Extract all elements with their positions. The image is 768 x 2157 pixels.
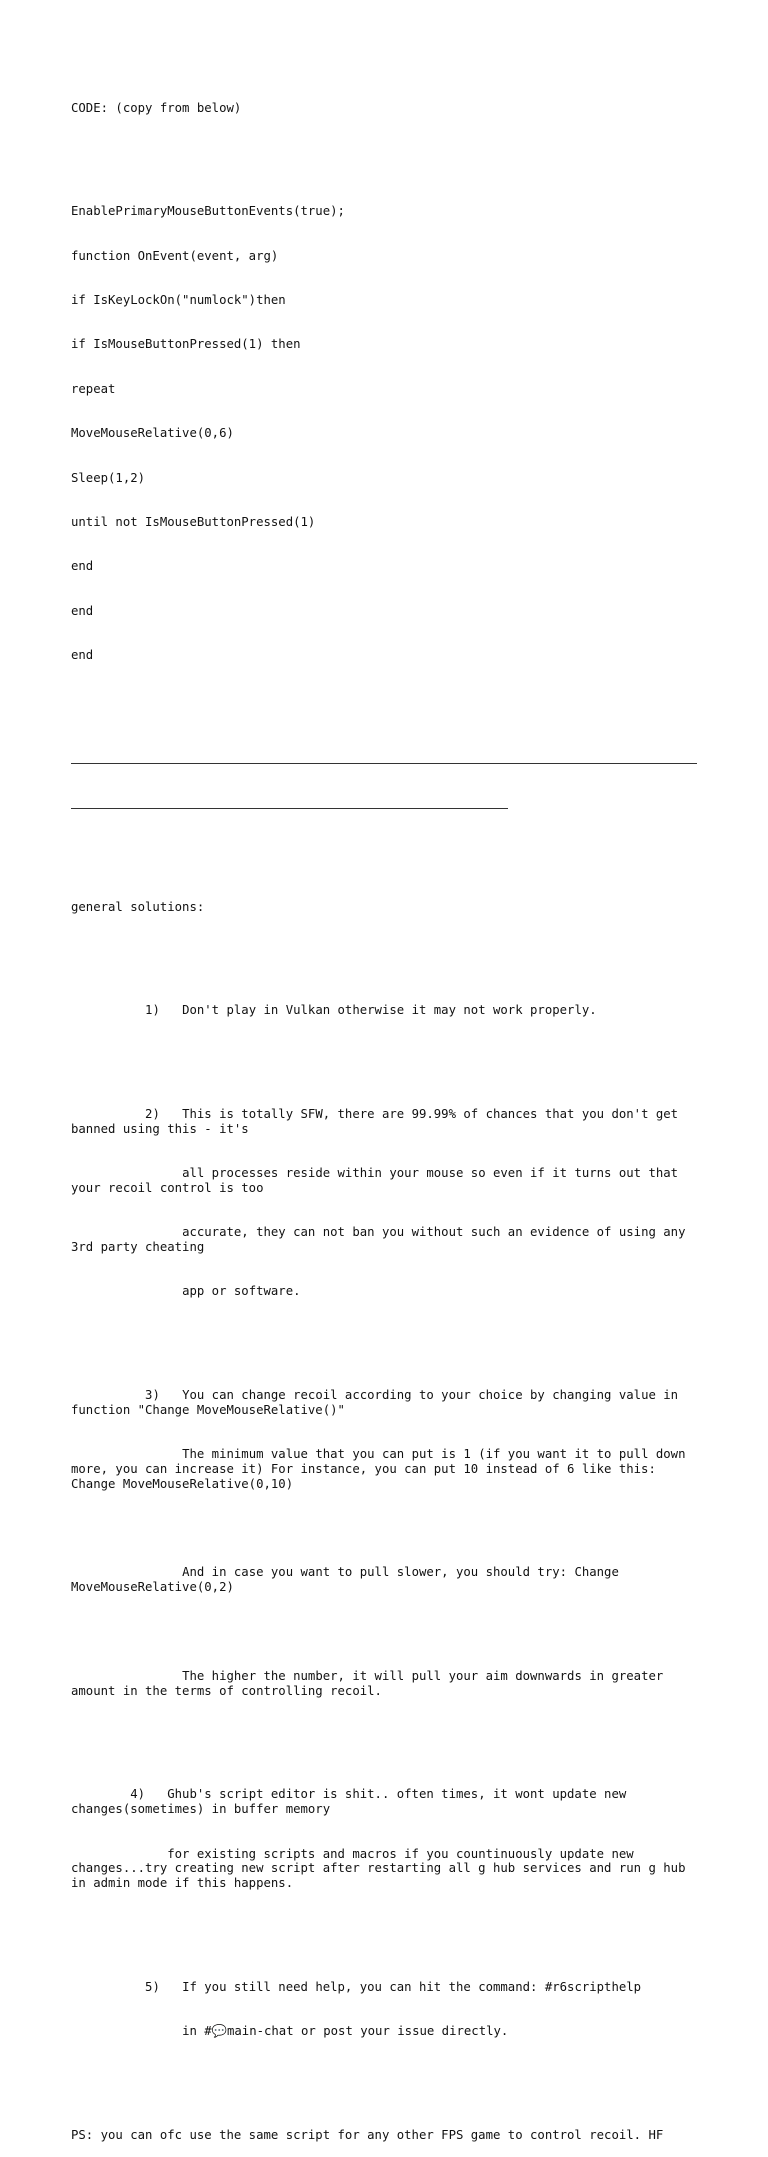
- solutions-header: general solutions:: [71, 899, 205, 914]
- code-line: if IsMouseButtonPressed(1) then: [71, 337, 301, 352]
- code-line: if IsKeyLockOn("numlock")then: [71, 292, 286, 307]
- solution-3-text: 3) You can change recoil according to your choice by changing value in function "Change MoveMouseRelative()": [71, 1387, 686, 1417]
- code-line: repeat: [71, 381, 116, 396]
- solution-2-text: accurate, they can not ban you without such an evidence of using any 3rd party cheating: [71, 1225, 693, 1254]
- solution-4-text: for existing scripts and macros if you countinuously update new changes...try creating new script after restarting all g hub services and run g hub in admin mode if this happens.: [71, 1846, 693, 1891]
- blank-line: [71, 840, 697, 855]
- code-line: end: [71, 559, 94, 574]
- code-line: function OnEvent(event, arg): [71, 248, 279, 263]
- blank-line: [71, 692, 697, 707]
- solution-5-text: 5) If you still need help, you can hit the command: #r6scripthelp: [71, 1979, 642, 1994]
- code-line: EnablePrimaryMouseButtonEvents(true);: [71, 204, 345, 219]
- document-body: [71, 71, 697, 2157]
- solution-3-slower: And in case you want to pull slower, you should try: Change MoveMouseRelative(0,2): [71, 1565, 627, 1595]
- blank-line: [71, 1625, 697, 1640]
- blank-line: [71, 1048, 697, 1063]
- solution-3-higher: The higher the number, it will pull your aim downwards in greater amount in the terms of controlling recoil.: [71, 1669, 671, 1698]
- ps-note: PS: you can ofc use the same script for any other FPS game to control recoil. HF: [71, 2127, 664, 2142]
- blank-line: [71, 1728, 697, 1743]
- solution-4-text: 4) Ghub's script editor is shit.. often times, it wont update new changes(sometimes) in buffer memory: [71, 1787, 634, 1817]
- separator-rule: [71, 763, 697, 764]
- solution-3-text: The minimum value that you can put is 1 (if you want it to pull down more, you can increase it) For instance, you can put 10 instead of 6 like this: Change MoveMouseRelative(0,10): [71, 1447, 693, 1491]
- solution-2-text: all processes reside within your mouse so even if it turns out that your recoil control is too: [71, 1165, 686, 1195]
- code-line: end: [71, 603, 94, 618]
- blank-line: [71, 944, 697, 959]
- code-line: MoveMouseRelative(0,6): [71, 426, 234, 441]
- blank-line: [71, 1329, 697, 1344]
- solution-5-text: in #💬main-chat or post your issue directly.: [71, 2024, 509, 2039]
- code-header: CODE: (copy from below): [71, 100, 242, 115]
- separator-line: [71, 752, 697, 767]
- blank-line: [71, 1521, 697, 1536]
- solution-1: 1) Don't play in Vulkan otherwise it may not work properly.: [71, 1003, 597, 1018]
- separator-line: [71, 796, 697, 811]
- solution-2-text: 2) This is totally SFW, there are 99.99% of chances that you don't get banned using this - it's: [71, 1106, 686, 1136]
- blank-line: [71, 2069, 697, 2084]
- blank-line: [71, 145, 697, 160]
- blank-line: [71, 1921, 697, 1936]
- code-line: until not IsMouseButtonPressed(1): [71, 514, 316, 529]
- solution-2-text: app or software.: [71, 1284, 301, 1299]
- code-line: end: [71, 648, 94, 663]
- code-line: Sleep(1,2): [71, 470, 146, 485]
- separator-rule: [71, 808, 508, 809]
